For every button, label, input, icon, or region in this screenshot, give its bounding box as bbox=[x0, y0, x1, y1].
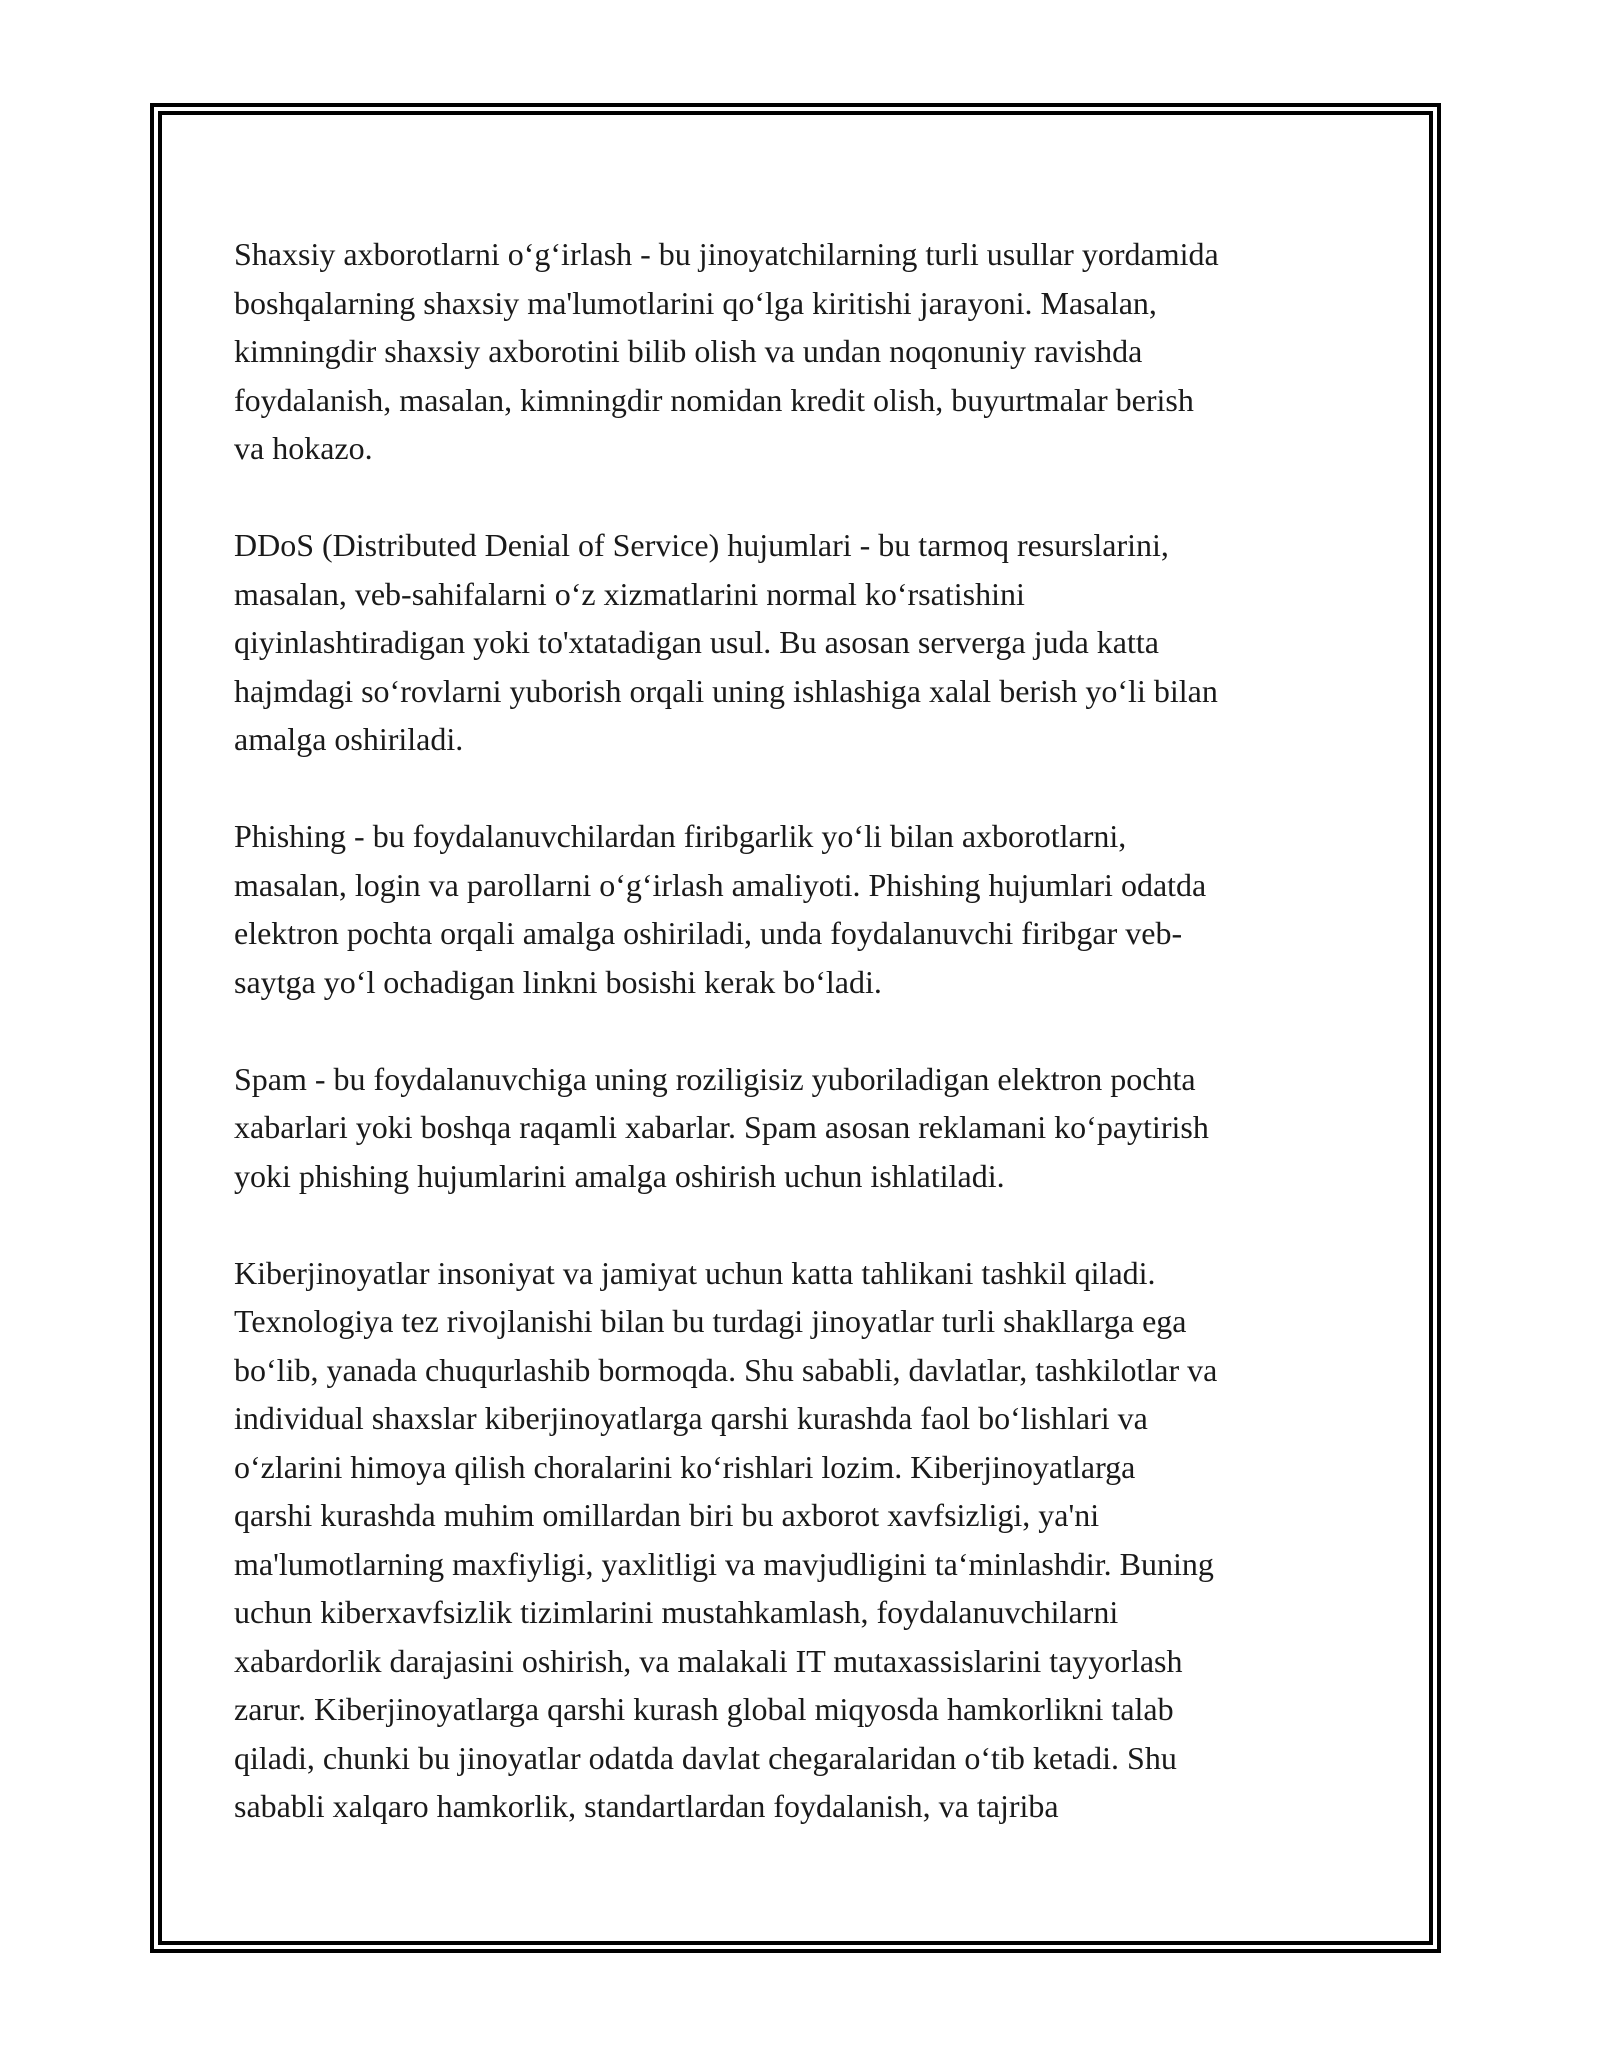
text-line: bo‘lib, yanada chuqurlashib bormoqda. Shu sababli, davlatlar, tashkilotlar va bbox=[234, 1351, 1218, 1388]
text-line: Texnologiya tez rivojlanishi bilan bu turdagi jinoyatlar turli shakllarga ega bbox=[234, 1303, 1187, 1339]
text-line: sababli xalqaro hamkorlik, standartlardan foydalanish, va tajriba bbox=[234, 1788, 1059, 1824]
text-line: DDoS (Distributed Denial of Service) hujumlari - bu tarmoq resurslarini, bbox=[234, 527, 1169, 563]
paragraph-spam bbox=[234, 1055, 1364, 1201]
text-line: xabardorlik darajasini oshirish, va malakali IT mutaxassislarini tayyorlash bbox=[234, 1642, 1183, 1679]
text-line: boshqalarning shaxsiy ma'lumotlarini qo‘lga kiritishi jarayoni. Masalan, bbox=[234, 284, 1157, 321]
paragraph-cybercrime-conclusion bbox=[234, 1249, 1364, 1831]
text-line: qiladi, chunki bu jinoyatlar odatda davlat chegaralaridan o‘tib ketadi. Shu bbox=[234, 1739, 1177, 1776]
text-line: Kiberjinoyatlar insoniyat va jamiyat uchun katta tahlikani tashkil qiladi. bbox=[234, 1254, 1156, 1291]
text-line: amalga oshiriladi. bbox=[234, 721, 464, 757]
text-line: Phishing - bu foydalanuvchilardan firibgarlik yo‘li bilan axborotlarni, bbox=[234, 818, 1127, 854]
text-line: yoki phishing hujumlarini amalga oshirish uchun ishlatiladi. bbox=[234, 1157, 1005, 1194]
text-line: masalan, login va parollarni o‘g‘irlash amaliyoti. Phishing hujumlari odatda bbox=[234, 866, 1207, 903]
document-body bbox=[234, 230, 1364, 1831]
text-line: hajmdagi so‘rovlarni yuborish orqali uning ishlashiga xalal berish yo‘li bilan bbox=[234, 672, 1218, 709]
text-line: ma'lumotlarning maxfiyligi, yaxlitligi va mavjudligini ta‘minlashdir. Buning bbox=[234, 1545, 1214, 1582]
text-line: masalan, veb-sahifalarni o‘z xizmatlarini normal ko‘rsatishini bbox=[234, 575, 1025, 612]
text-line: Spam - bu foydalanuvchiga uning roziligisiz yuboriladigan elektron pochta bbox=[234, 1060, 1196, 1097]
text-line: elektron pochta orqali amalga oshiriladi, unda foydalanuvchi firibgar veb- bbox=[234, 915, 1183, 951]
paragraph-identity-theft bbox=[234, 230, 1364, 473]
text-line: individual shaxslar kiberjinoyatlarga qarshi kurashda faol bo‘lishlari va bbox=[234, 1400, 1148, 1436]
text-line: o‘zlarini himoya qilish choralarini ko‘rishlari lozim. Kiberjinoyatlarga bbox=[234, 1448, 1136, 1485]
text-line: foydalanish, masalan, kimningdir nomidan kredit olish, buyurtmalar berish bbox=[234, 381, 1194, 418]
text-line: xabarlari yoki boshqa raqamli xabarlar. Spam asosan reklamani ko‘paytirish bbox=[234, 1109, 1209, 1145]
text-line: kimningdir shaxsiy axborotini bilib olish va undan noqonuniy ravishda bbox=[234, 333, 1143, 369]
text-line: qarshi kurashda muhim omillardan biri bu axborot xavfsizligi, ya'ni bbox=[234, 1497, 1100, 1533]
text-line: zarur. Kiberjinoyatlarga qarshi kurash global miqyosda hamkorlikni talab bbox=[234, 1691, 1174, 1727]
text-line: Shaxsiy axborotlarni o‘g‘irlash - bu jinoyatchilarning turli usullar yordamida bbox=[234, 236, 1219, 272]
text-line: va hokazo. bbox=[234, 430, 373, 466]
paragraph-phishing bbox=[234, 812, 1364, 1006]
paragraph-ddos bbox=[234, 521, 1364, 764]
text-line: saytga yo‘l ochadigan linkni bosishi kerak bo‘ladi. bbox=[234, 963, 882, 1000]
text-line: qiyinlashtiradigan yoki to'xtatadigan usul. Bu asosan serverga juda katta bbox=[234, 624, 1159, 660]
text-line: uchun kiberxavfsizlik tizimlarini mustahkamlash, foydalanuvchilarni bbox=[234, 1594, 1119, 1630]
